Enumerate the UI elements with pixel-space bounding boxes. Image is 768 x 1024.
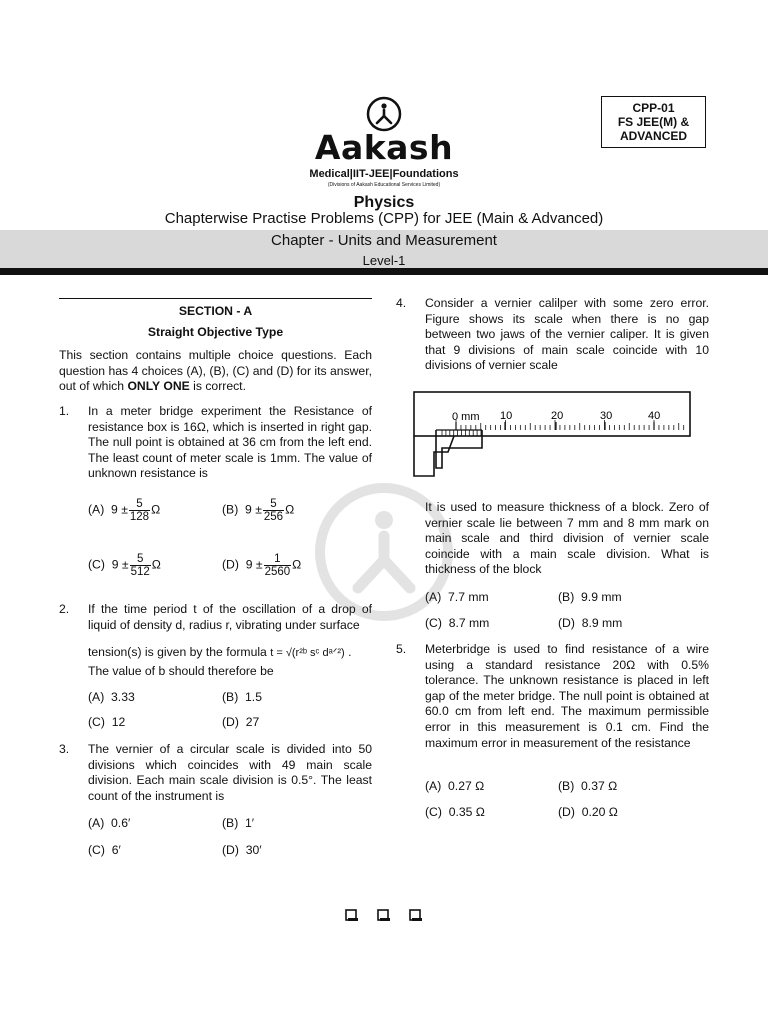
denominator: 128 [129, 511, 150, 523]
option-value: 7.7 mm [448, 590, 489, 604]
option-value: 0.6′ [111, 816, 131, 830]
q2-line4: The value of b should therefore be [88, 664, 274, 678]
option-label: (B) [222, 816, 239, 830]
option-label: (D) [222, 843, 239, 857]
option-prefix: 9 ± [245, 557, 263, 572]
option-label: (B) [558, 590, 575, 604]
option-value: 8.7 mm [448, 616, 490, 630]
scale-label-0: 0 mm [452, 411, 480, 423]
fraction [264, 553, 292, 578]
option-label: (D) [558, 616, 575, 630]
denominator: 512 [130, 566, 150, 578]
denominator: 2560 [264, 566, 291, 578]
brand-name: Aakash [314, 128, 454, 167]
header-rule [0, 268, 768, 275]
option-unit: Ω [292, 557, 302, 572]
q1-number: 1. [59, 404, 70, 418]
q2-line3: tension(s) is given by the formula [88, 645, 267, 659]
brand-subtitle: (Divisions of Aakash Educational Services Limited) [327, 182, 441, 188]
q3-option-d [222, 843, 262, 859]
q2-formula: t = √(r²ᵇ sᶜ dᵃᐟ²) [270, 647, 345, 659]
vernier-scale-ticks [442, 430, 481, 436]
cpp-code-box [601, 96, 706, 148]
q1-option-a [88, 498, 160, 523]
option-value: 0.37 Ω [581, 779, 618, 793]
section-rule [59, 298, 372, 299]
q4-option-b [558, 590, 622, 606]
footer-squares-icon [345, 908, 425, 922]
scale-label-20: 20 [551, 410, 564, 422]
option-value: 12 [111, 715, 126, 729]
q4-text-2: It is used to measure thickness of a block. Zero of vernier scale lie between 7 mm and 8 mm mark on main scale and third division of vernier scale coincide with a main scale division. What is thickness of the block [425, 500, 709, 577]
scale-label-40: 40 [648, 410, 661, 422]
numerator: 5 [129, 498, 150, 511]
q1-option-b [222, 498, 294, 523]
aakash-logo-icon [366, 96, 402, 132]
cpp-title: Chapterwise Practise Problems (CPP) for JEE (Main & Advanced) [164, 210, 604, 227]
option-label: (C) [425, 616, 442, 630]
option-label: (A) [425, 590, 442, 604]
cpp-course: FS JEE(M) & [617, 115, 690, 129]
option-value: 0.20 Ω [581, 805, 618, 819]
q2-option-c [88, 715, 125, 731]
q1-text: In a meter bridge experiment the Resistance of resistance box is 16Ω, which is inserted in right gap. The null point is obtained at 36 cm from the left end. The least count of meter scale is 1mm. The value of unknown resistance is [88, 404, 372, 481]
denominator: 256 [263, 511, 284, 523]
q2-formula-line: tension(s) is given by the formula t = √(r²ᵇ sᶜ dᵃᐟ²) . [88, 645, 352, 659]
q5-option-c [425, 805, 485, 821]
option-value: 1′ [245, 816, 255, 830]
q1-option-d [222, 553, 301, 578]
option-label: (D) [222, 715, 239, 729]
instructions-end: is correct. [189, 379, 246, 394]
scale-label-30: 30 [600, 410, 613, 422]
option-label: (D) [222, 557, 239, 572]
option-label: (A) [88, 816, 105, 830]
option-label: (C) [88, 843, 105, 857]
section-title: SECTION - A [178, 304, 253, 318]
q5-option-d [558, 805, 618, 821]
q2-text: If the time period t of the oscillation of a drop of liquid of density d, radius r, vibrating under surface [88, 602, 372, 632]
option-value: 1.5 [245, 690, 262, 704]
section-type: Straight Objective Type [147, 325, 284, 339]
option-label: (C) [88, 557, 105, 572]
q3-option-c [88, 843, 121, 859]
option-label: (B) [222, 502, 239, 517]
option-label: (D) [558, 805, 575, 819]
numerator: 1 [264, 553, 292, 566]
option-value: 0.35 Ω [448, 805, 485, 819]
cpp-course-2: ADVANCED [619, 129, 688, 143]
option-value: 9.9 mm [581, 590, 622, 604]
numerator: 5 [263, 498, 284, 511]
q3-option-a [88, 816, 130, 832]
option-value: 27 [245, 715, 260, 729]
option-label: (C) [88, 715, 105, 729]
numerator: 5 [130, 553, 151, 566]
option-label: (B) [558, 779, 575, 793]
q5-number: 5. [396, 642, 407, 656]
q2-option-d [222, 715, 259, 731]
aakash-watermark-icon [312, 480, 456, 624]
q4-text: Consider a vernier calilper with some zero error. Figure shows its scale when there is no gap between two jaws of the vernier caliper. It is given that 9 divisions of main scale coincide with 10 divisions of vernier scale [425, 296, 709, 373]
option-prefix: 9 ± [111, 502, 128, 517]
level-label: Level-1 [362, 253, 406, 268]
q3-text: The vernier of a circular scale is divided into 50 divisions which coincides with 49 main scale division. Each main scale division is 0.5°. The least count of the instrument is [88, 742, 372, 803]
q3-option-b [222, 816, 254, 832]
q3-number: 3. [59, 742, 70, 756]
vernier-caliper-figure [412, 390, 692, 482]
q1-option-c [88, 553, 161, 578]
option-label: (C) [425, 805, 442, 819]
scale-label-10: 10 [500, 410, 513, 422]
q2-number: 2. [59, 602, 70, 616]
option-prefix: 9 ± [245, 502, 262, 517]
q4-number: 4. [396, 296, 407, 310]
option-value: 3.33 [111, 690, 135, 704]
q5-text: Meterbridge is used to find resistance of a wire using a standard resistance 20Ω with 0.5% tolerance. The unknown resistance is placed in left gap of the meter bridge. The null point is obtained at 60.0 cm from left end. The maximum permissible error in this measurement is 0.1 cm. Find the maximum error in measurement of the resistance [425, 642, 709, 750]
option-unit: Ω [151, 557, 161, 572]
option-value: 30′ [245, 843, 262, 857]
option-label: (A) [425, 779, 442, 793]
option-unit: Ω [151, 502, 161, 517]
subject-title: Physics [353, 194, 415, 211]
fraction [129, 498, 150, 523]
option-label: (A) [88, 690, 105, 704]
q5-option-a [425, 779, 484, 795]
section-instructions [59, 348, 372, 395]
option-label: (B) [222, 690, 239, 704]
q4-option-d [558, 616, 622, 632]
q5-option-b [558, 779, 617, 795]
q2-option-a [88, 690, 135, 706]
option-value: 0.27 Ω [448, 779, 485, 793]
chapter-title: Chapter - Units and Measurement [271, 232, 497, 249]
q2-option-b [222, 690, 262, 706]
option-label: (A) [88, 502, 105, 517]
instructions-text: This section contains multiple choice questions. Each question has 4 choices (A), (B), (C) and (D) for its answer, out of which [59, 348, 372, 394]
page-header [0, 0, 768, 290]
option-prefix: 9 ± [111, 557, 129, 572]
option-value: 8.9 mm [581, 616, 623, 630]
cpp-code: CPP-01 [632, 101, 675, 115]
option-unit: Ω [285, 502, 295, 517]
instructions-bold: ONLY ONE [127, 379, 190, 394]
fraction [263, 498, 284, 523]
brand-tagline: Medical|IIT-JEE|Foundations [309, 168, 459, 180]
option-value: 6′ [111, 843, 121, 857]
fraction [130, 553, 151, 578]
